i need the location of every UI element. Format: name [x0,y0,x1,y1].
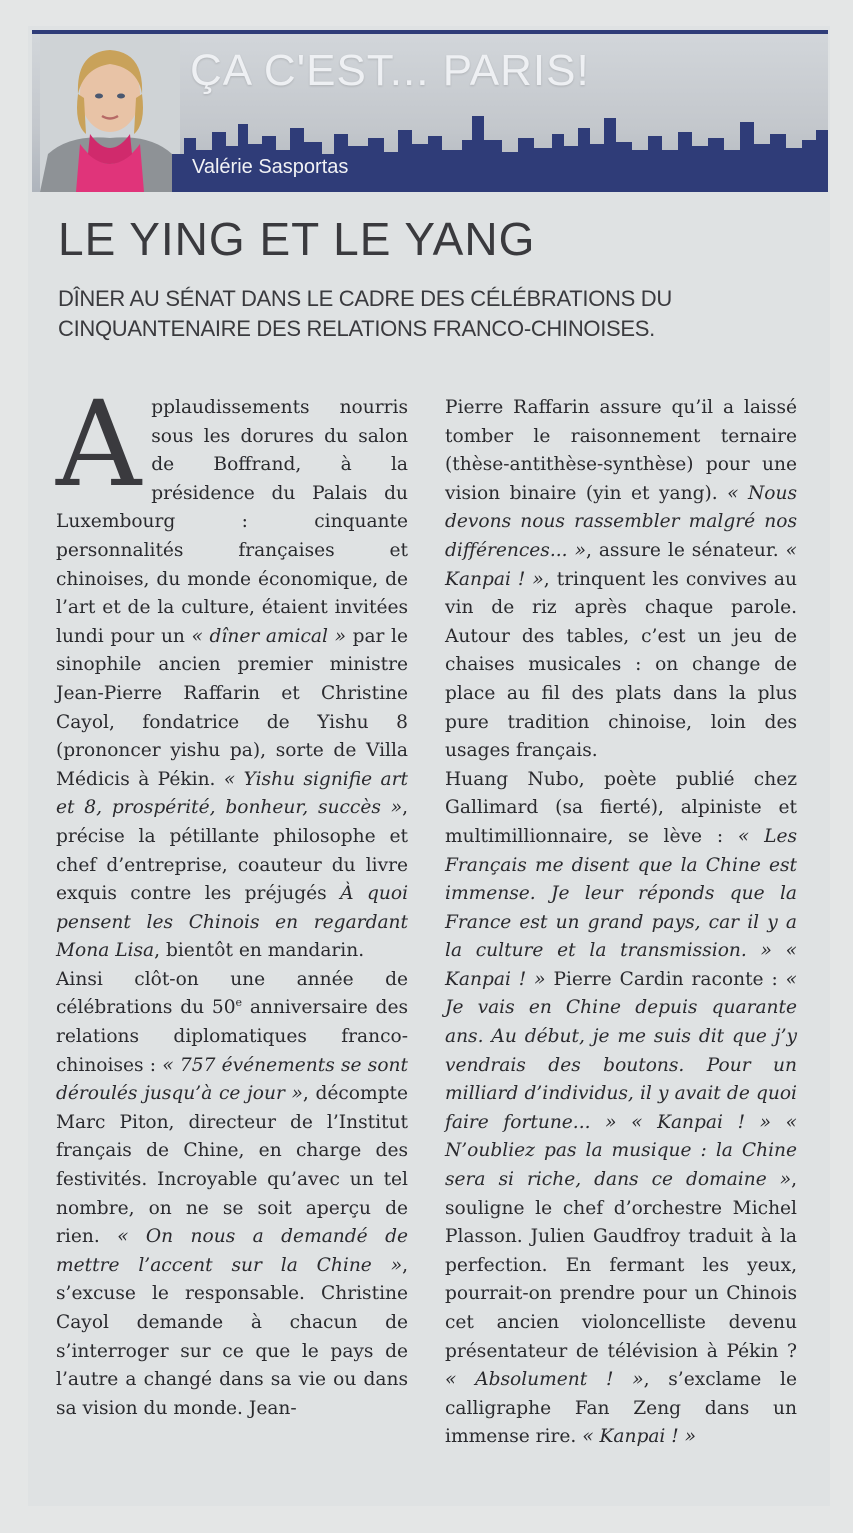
article-deck: DÎNER AU SÉNAT DANS LE CADRE DES CÉLÉBRATIONS DU CINQUANTENAIRE DES RELATIONS FRANCO-CHINOISES. [58,286,672,341]
dropcap-letter: A [56,375,142,513]
paragraph: Applaudissements nourris sous les dorures du salon de Boffrand, à la présidence du Palais du Luxembourg : cinquante personnalités françaises et chinoises, du monde économique, de l’art et de la culture, étaient invitées lundi pour un « dîner amical » par le sinophile ancien premier ministre Jean-Pierre Raffarin et Christine Cayol, fondatrice de Yishu 8 (prononcer yishu pa), sorte de Villa Médicis à Pékin. « Yishu signifie art et 8, prospérité, bonheur, succès », précise la pétillante philosophe et chef d’entreprise, coauteur du livre exquis contre les préjugés À quoi pensent les Chinois en regardant Mona Lisa, bientôt en mandarin. [56,375,409,962]
paragraph: Huang Nubo, poète publié chez Gallimard (sa fierté), alpiniste et multimillionnaire, se lève : « Les Français me disent que la Chine est immense. Je leur réponds que la France est un grand pays, car il y a la culture et la transmission. » « Kanpai ! » Pierre Cardin raconte : « Je vais en Chine depuis quarante ans. Au début, je me suis dit que j’y vendrais des boutons. Pour un milliard d’individus, il y avait de quoi faire fortune... » « Kanpai ! » « N’oubliez pas la musique : la Chine sera si riche, dans ce domaine », souligne le chef d’orchestre Michel Plasson. Julien Gaudfroy traduit à la perfection. En fermant les yeux, pourrait-on prendre pour un Chinois cet ancien violoncelliste devenu présentateur de télévision à Pékin ? « Absolument ! », s’exclame le calligraphe Fan Zeng dans un immense rire. « Kanpai ! » [445,768,797,1448]
column-title: ÇA C'EST... PARIS! [190,46,590,95]
column-banner [32,30,828,192]
author-photo [40,34,180,192]
paragraph: Pierre Raffarin assure qu’il a laissé tomber le raisonnement ternaire (thèse-antithèse-synthèse) pour une vision binaire (yin et yang). « Nous devons nous rassembler malgré nos différences... », assure le sénateur. « Kanpai ! », trinquent les convives au vin de riz après chaque parole. Autour des tables, c’est un jeu de chaises musicales : on change de place au fil des plats dans la plus pure tradition chinoise, loin des usages français. [445,397,797,762]
newspaper-page [28,26,830,1506]
article-column-left [56,375,409,1423]
paragraph: Ainsi clôt-on une année de célébrations du 50e anniversaire des relations diplomatiques franco-chinoises : « 757 événements se sont déroulés jusqu’à ce jour », décompte Marc Piton, directeur de l’Institut français de Chine, en charge des festivités. Incroyable qu’avec un tel nombre, on ne se soit aperçu de rien. « On nous a demandé de mettre l’accent sur la Chine », s’excuse le responsable. Christine Cayol demande à chacun de s’interroger sur ce que le pays de l’autre a changé dans sa vie ou dans sa vision du monde. Jean- [56,968,408,1419]
article-column-right [445,394,797,1452]
article-headline: LE YING ET LE YANG [58,213,536,265]
author-name: Valérie Sasportas [192,156,349,178]
